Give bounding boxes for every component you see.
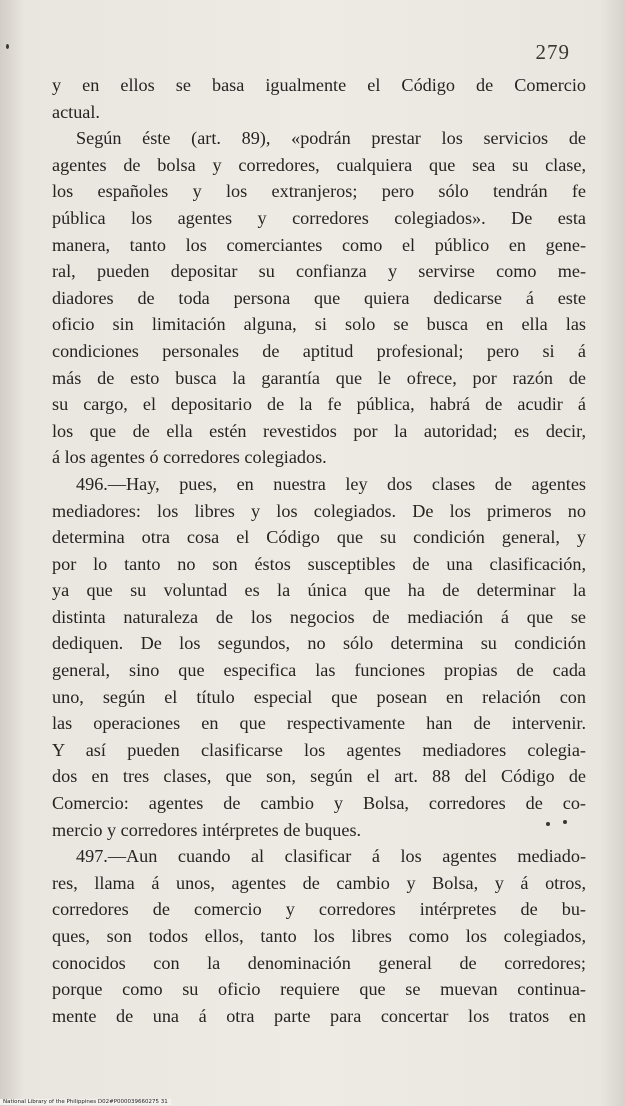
text-line: mediadores: los libres y los colegiados. De los primeros no <box>52 500 586 521</box>
text-line: los que de ella estén revestidos por la autoridad; es decir, <box>52 420 586 441</box>
text-line: distinta naturaleza de los negocios de mediación á que se <box>52 606 586 627</box>
text-line: Y así pueden clasificarse los agentes mediadores colegia- <box>52 739 586 760</box>
text-line: manera, tanto los comerciantes como el público en gene- <box>52 234 586 255</box>
text-line: agentes de bolsa y corredores, cualquiera que sea su clase, <box>52 154 586 175</box>
text-line: oficio sin limitación alguna, si solo se busca en ella las <box>52 314 586 335</box>
text-line: y en ellos se basa igualmente el Código de Comercio <box>52 75 586 95</box>
text-line: res, llama á unos, agentes de cambio y Bolsa, y á otros, <box>52 872 586 893</box>
text-line: dos en tres clases, que son, según el art. 88 del Código de <box>52 766 586 787</box>
text-line: actual. <box>52 101 100 122</box>
text-line: corredores de comercio y corredores intérpretes de bu- <box>52 899 586 920</box>
text-line: mercio y corredores intérpretes de buques. <box>52 819 362 840</box>
text-line: porque como su oficio requiere que se muevan continua- <box>52 979 586 1000</box>
text-line: 496.—Hay, pues, en nuestra ley dos clases de agentes <box>76 473 586 494</box>
text-line: las operaciones en que respectivamente han de intervenir. <box>52 713 586 734</box>
page-number: 279 <box>535 40 570 64</box>
text-line: condiciones personales de aptitud profesional; pero si á <box>52 340 586 361</box>
ink-speck <box>546 822 550 826</box>
text-line: diadores de toda persona que quiera dedicarse á este <box>52 287 586 308</box>
text-line: por lo tanto no son éstos susceptibles de una clasificación, <box>52 553 586 574</box>
text-line: Comercio: agentes de cambio y Bolsa, corredores de co- <box>52 793 586 814</box>
text-line: 497.—Aun cuando al clasificar á los agentes mediado- <box>76 846 586 867</box>
text-line: más de esto busca la garantía que le ofrece, por razón de <box>52 367 586 388</box>
text-line: dediquen. De los segundos, no sólo determina su condición <box>52 633 586 654</box>
text-line: conocidos con la denominación general de corredores; <box>52 952 586 973</box>
text-line: uno, según el título especial que posean en relación con <box>52 686 586 707</box>
text-line: general, sino que especifica las funciones propias de cada <box>52 660 586 681</box>
ink-speck <box>563 820 567 824</box>
text-line: mente de una á otra parte para concertar los tratos en <box>52 1005 586 1026</box>
text-line: ya que su voluntad es la única que ha de determinar la <box>52 580 586 601</box>
text-line: ques, son todos ellos, tanto los libres como los colegiados, <box>52 926 586 946</box>
text-line: los españoles y los extranjeros; pero sólo tendrán fe <box>52 181 586 202</box>
text-line: su cargo, el depositario de la fe pública, habrá de acudir á <box>52 394 586 415</box>
text-line: Según éste (art. 89), «podrán prestar los servicios de <box>76 128 586 149</box>
scan-footer: National Library of the Philippines D02#P000039660275 31 <box>0 1099 171 1105</box>
ink-speck <box>6 44 9 49</box>
text-line: pública los agentes y corredores colegiados». De esta <box>52 207 586 228</box>
text-line: ral, pueden depositar su confianza y servirse como me- <box>52 261 586 282</box>
text-line: determina otra cosa el Código que su condición general, y <box>52 527 586 548</box>
body-text <box>52 72 586 1029</box>
text-line: á los agentes ó corredores colegiados. <box>52 447 327 468</box>
